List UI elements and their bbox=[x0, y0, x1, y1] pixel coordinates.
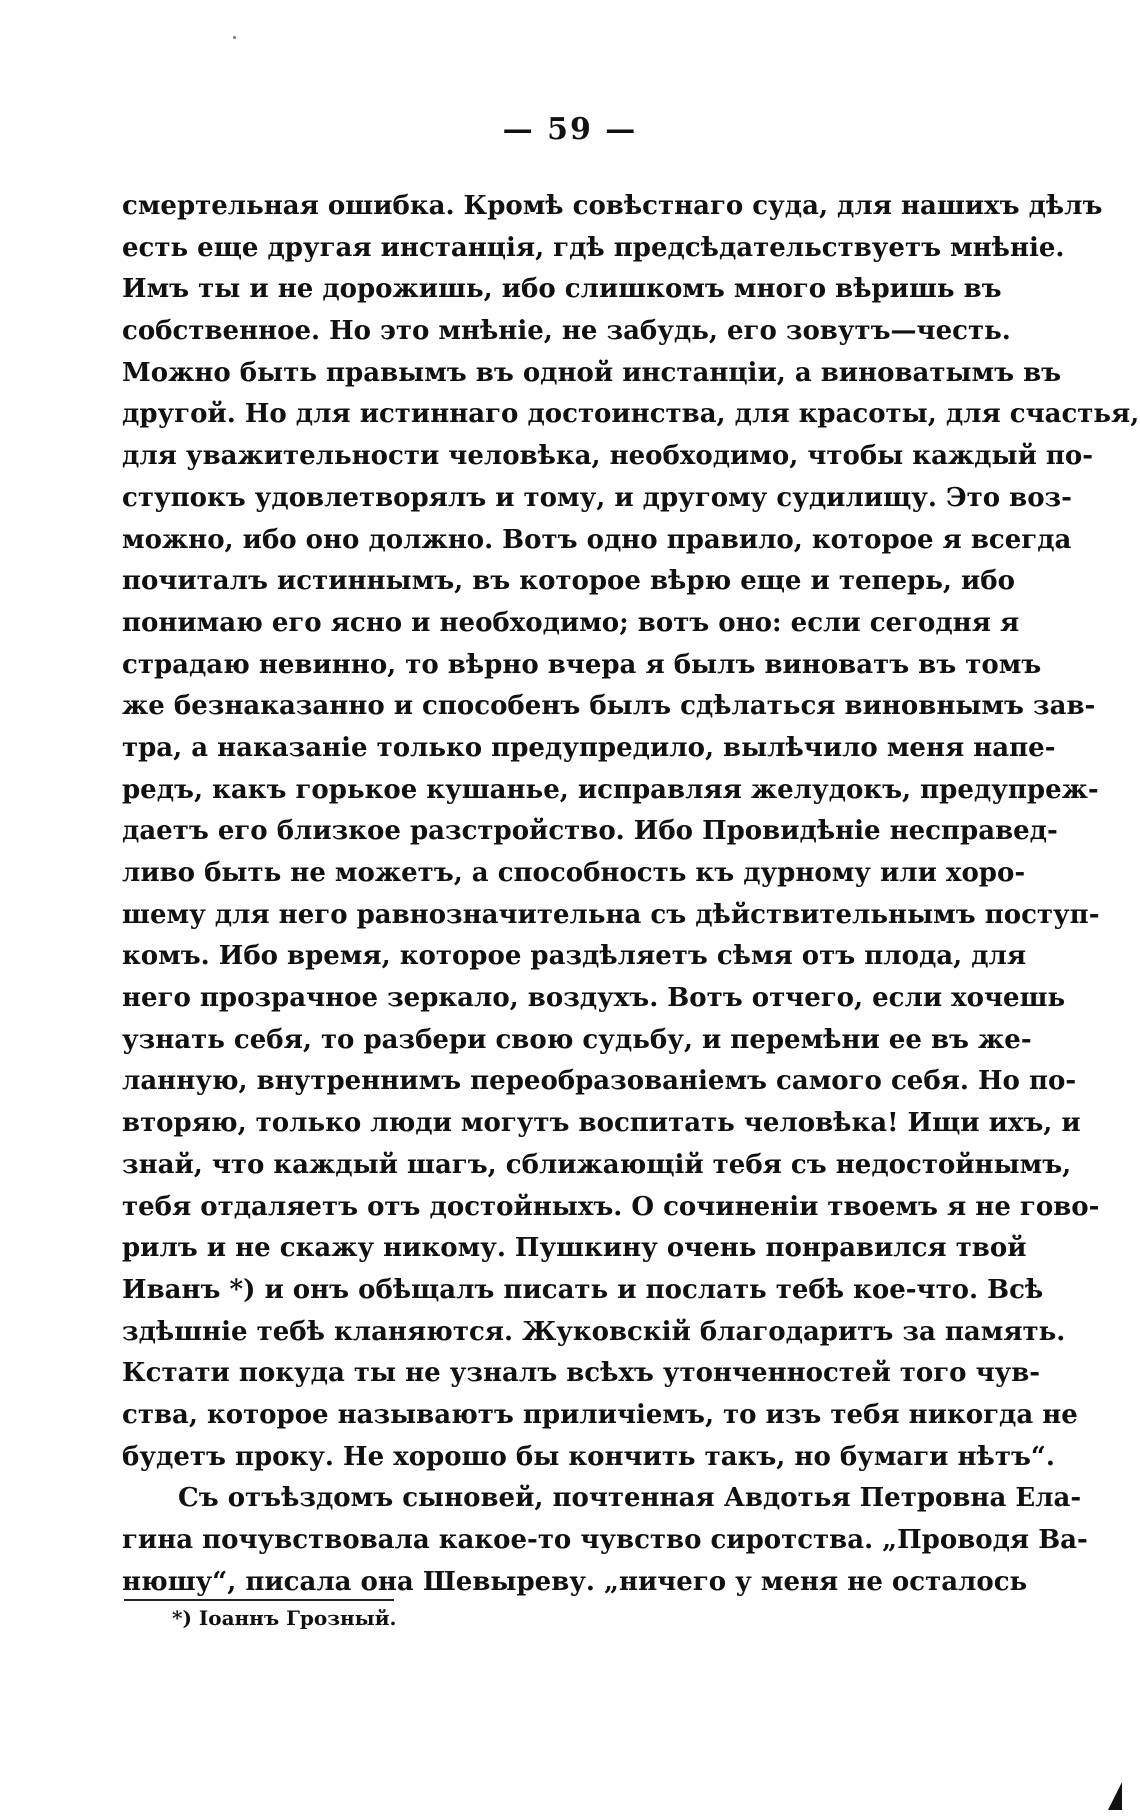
text-line: другой. Но для истиннаго достоинства, для красоты, для счастья, bbox=[122, 399, 1140, 430]
text-line: нюшу“, писала она Шевыреву. „ничего у меня не осталось bbox=[122, 1566, 1028, 1597]
text-line: понимаю его ясно и необходимо; вотъ оно: если сегодня я bbox=[122, 607, 1020, 638]
text-line: будетъ проку. Не хорошо бы кончить такъ, но бумаги нѣтъ“. bbox=[122, 1441, 1055, 1472]
text-line: тебя отдаляетъ отъ достойныхъ. О сочиненіи твоемъ я не гово- bbox=[122, 1191, 1100, 1222]
text-line: почиталъ истиннымъ, въ которое вѣрю еще и теперь, ибо bbox=[122, 566, 1015, 597]
text-line: здѣшніе тебѣ кланяются. Жуковскій благодаритъ за память. bbox=[122, 1316, 1066, 1347]
text-line: Имъ ты и не дорожишь, ибо слишкомъ много вѣришь въ bbox=[122, 274, 1002, 305]
text-line: узнать себя, то разбери свою судьбу, и перемѣни ее въ же- bbox=[122, 1024, 1032, 1055]
text-line: страдаю невинно, то вѣрно вчера я былъ виноватъ въ томъ bbox=[122, 649, 1042, 680]
text-line: Иванъ *) и онъ обѣщалъ писать и послать тебѣ кое-что. Всѣ bbox=[122, 1274, 1044, 1305]
page-number: — 59 — bbox=[502, 112, 638, 147]
text-line: рилъ и не скажу никому. Пушкину очень понравился твой bbox=[122, 1233, 1027, 1264]
text-line: шему для него равнозначительна съ дѣйствительнымъ поступ- bbox=[122, 899, 1100, 930]
text-line: смертельная ошибка. Кромѣ совѣстнаго суда, для нашихъ дѣлъ bbox=[122, 191, 1103, 221]
scan-speck bbox=[233, 36, 236, 39]
text-line: комъ. Ибо время, которое раздѣляетъ сѣмя отъ плода, для bbox=[122, 941, 1027, 972]
text-line: есть еще другая инстанція, гдѣ предсѣдательствуетъ мнѣніе. bbox=[122, 232, 1065, 263]
text-line: собственное. Но это мнѣніе, не забудь, его зовутъ—честь. bbox=[122, 316, 1011, 347]
text-line: знай, что каждый шагъ, сближающій тебя съ недостойнымъ, bbox=[122, 1149, 1072, 1180]
text-line: Съ отъѣздомъ сыновей, почтенная Авдотья Петровна Ела- bbox=[178, 1483, 1082, 1514]
text-line: Можно быть правымъ въ одной инстанціи, а виноватымъ въ bbox=[122, 357, 1062, 388]
text-line: гина почувствовала какое-то чувство сиротства. „Проводя Ва- bbox=[122, 1525, 1088, 1555]
text-line: него прозрачное зеркало, воздухъ. Вотъ отчего, если хочешь bbox=[122, 983, 1066, 1014]
text-line: тра, а наказаніе только предупредило, вылѣчило меня напе- bbox=[122, 732, 1056, 763]
text-line: можно, ибо оно должно. Вотъ одно правило, которое я всегда bbox=[122, 524, 1072, 555]
text-line: для уважительности человѣка, необходимо, чтобы каждый по- bbox=[122, 441, 1094, 472]
scan-corner-mark bbox=[1108, 1782, 1122, 1810]
text-line: редъ, какъ горькое кушанье, исправляя желудокъ, предупреж- bbox=[122, 774, 1099, 805]
text-line: Кстати покуда ты не узналъ всѣхъ утонченностей того чув- bbox=[122, 1358, 1041, 1389]
text-line: ступокъ удовлетворялъ и тому, и другому судилищу. Это воз- bbox=[122, 482, 1072, 513]
text-line: ства, которое называютъ приличіемъ, то изъ тебя никогда не bbox=[122, 1399, 1078, 1430]
text-line: же безнаказанно и способенъ былъ сдѣлаться виновнымъ зав- bbox=[122, 691, 1096, 722]
footnote: *) Іоаннъ Грозный. bbox=[172, 1606, 397, 1630]
footnote-divider bbox=[124, 1599, 394, 1601]
text-line: даетъ его близкое разстройство. Ибо Провидѣніе несправед- bbox=[122, 816, 1058, 847]
text-line: ливо быть не можетъ, а способность къ дурному или хоро- bbox=[122, 858, 1026, 888]
body-text bbox=[122, 186, 1140, 1603]
text-line: ланную, внутреннимъ переобразованіемъ самого себя. Но по- bbox=[122, 1066, 1077, 1097]
text-line: вторяю, только люди могутъ воспитать человѣка! Ищи ихъ, и bbox=[122, 1108, 1081, 1139]
